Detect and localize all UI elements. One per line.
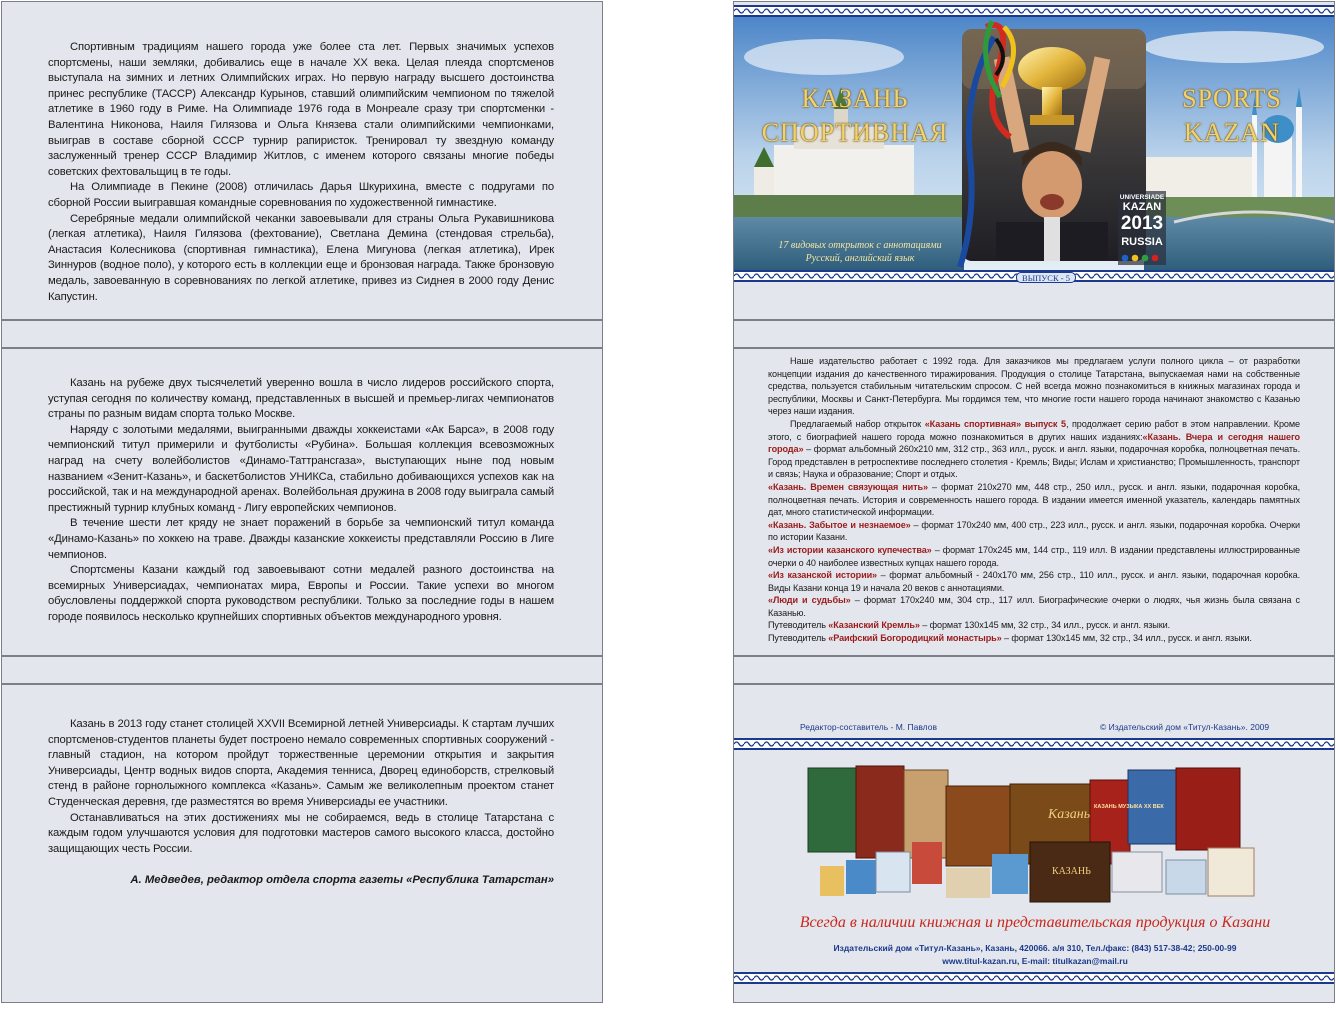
paragraph: Останавливаться на этих достижениях мы не собираемся, ведь в столице Татарстана с каждым годом улучшаются условия для подготовки мастеров самого высокого класса, достойно защищающих честь России. xyxy=(48,811,554,855)
guide-entry: Путеводитель «Казанский Кремль» – формат 130х145 мм, 32 стр., 34 илл., русск. и англ. языки. xyxy=(768,620,1171,631)
uni-top-label: UNIVERSIADE xyxy=(1119,194,1165,201)
book-entry: «Казань. Времен связующая нить» – формат 210х270 мм, 448 стр., 250 илл., русск. и англ. языки, подарочная коробка, полноцветная печать. История и современность нашего города. В издании имеется именной указатель, календарь памятных дат, много статистической информации. xyxy=(768,481,1300,518)
guide-entry: Путеводитель «Раифский Богородицкий монастырь» – формат 130х145 мм, 32 стр., 34 илл., русск. и англ. языки. xyxy=(768,633,1252,644)
publisher-address: Издательский дом «Титул-Казань», Казань, 420066. а/я 310, Тел./факс: (843) 517-38-42; 250-00-99 xyxy=(833,943,1237,953)
postcard xyxy=(1112,852,1162,892)
postcard xyxy=(820,866,844,896)
postcard xyxy=(876,852,910,892)
publisher-text xyxy=(768,355,1300,645)
postcard xyxy=(992,854,1028,894)
book-cover xyxy=(856,766,904,858)
paragraph: Серебряные медали олимпийской чеканки завоевывали для страны Ольга Рукавишникова (легкая атлетика), Наиля Гилязова (фехтование), Светлана Демина (стендовая стрельба), Анастасия Колесникова (спортивная гимнастика), Елена Мигунова (легкая атлетика), Ирек Зиннуров (водное поло), у которого есть в коллекции еще и бронзовая награда. Также бронзовую медаль, завоеванную в соревнованиях по легкой атлетике, привез из Сиднея в 2000 году Денис Капустин. xyxy=(48,212,554,303)
book-title: Казань xyxy=(1048,807,1091,822)
left-panel-gap-2 xyxy=(1,656,603,684)
book-entry: «Из казанской истории» – формат альбомный - 240х170 мм, 256 стр., 110 илл., русск. и англ. языки, подарочная коробка. Виды Казани конца 19 и начала 20 веков с аннотациями. xyxy=(768,570,1300,593)
postcard xyxy=(1208,848,1254,896)
paragraph: Спортивным традициям нашего города уже более ста лет. Первых значимых успехов спортсмены, наши земляки, добивались еще в начале XX века. Целая плеяда спортсменов выступала на зимних и летних Олимпийских играх. Но первую награду высшего достоинства принес республике (ТАССР) Александр Курынов, ставший олимпийским чемпионом по тяжелой атлетике в 1960 году в Риме. На Олимпиаде 1976 года в Монреале сразу три спортсменки - Валентина Никонова, Наиля Гилязова и Ольга Князева стали олимпийскими чемпионками, выиграв в составе сборной СССР турнир рапиристок. Тренировал ту звездную команду заслуженный тренер СССР Владимир Житлов, с именем которого связаны многие победы советских фехтовальщиц в те годы. xyxy=(48,41,554,178)
cover-subtitle-2: Русский, английский язык xyxy=(805,253,915,264)
book-title: КАЗАНЬ МУЗЫКА XX ВЕК xyxy=(1094,804,1164,810)
book-cover xyxy=(1176,768,1240,850)
left-panel-gap-1 xyxy=(1,320,603,348)
cover-title-ru-1: КАЗАНЬ xyxy=(801,84,909,113)
ornament-strip xyxy=(734,972,1334,984)
books-collage xyxy=(800,756,1270,914)
paragraph: Казань на рубеже двух тысячелетий уверенно вошла в число лидеров российского спорта, уступая сегодня по количеству команд, представленных в высшей и премьер-лигах чемпионатов страны по разным видам спорта только Москве. xyxy=(48,377,554,421)
cover-subtitle-1: 17 видовых открыток с аннотациями xyxy=(778,240,942,251)
postcard xyxy=(1166,860,1206,894)
cover-title-ru-2: СПОРТИВНАЯ xyxy=(761,118,949,147)
publisher-intro: Наше издательство работает с 1992 года. Для заказчиков мы предлагаем услуги полного цикла – от разработки концепции издания до качественного тиражирования. Продукция о столице Татарстана, выпускаемая нами на собственные средства, пользуется стабильным читательским спросом. С ней всегда можно познакомиться в книжных магазинах города и республики, Москвы и Санкт-Петербурга. Мы гордимся тем, что многие гости нашего города начинают знакомство с Казанью через наши издания. xyxy=(768,356,1300,417)
author-signature: А. Медведев, редактор отдела спорта газеты «Республика Татарстан» xyxy=(130,874,554,886)
postcard xyxy=(846,860,876,894)
issue-badge: ВЫПУСК - 5 xyxy=(1016,272,1076,283)
paragraph: Казань в 2013 году станет столицей XXVII Всемирной летней Универсиады. К стартам лучших спортсменов-студентов планеты будет построено немало современных спортивных сооружений - главный стадион, на котором пройдут торжественные церемонии открытия и закрытия Универсиады, Центр водных видов спорта, Академия тенниса, Дворец единоборств, стрелковый стенд в районе горнолыжного комплекса «Казань». Самым же великолепным проектом станет Студенческая деревня, где разместятся во время Универсиады ее участники. xyxy=(48,718,554,808)
paragraph: Наряду с золотыми медалями, выигранными дважды хоккеистами «Ак Барса», в 2008 году чемпионский титул примерили и футболисты «Рубина». Большая коллекция всевозможных наград на счету волейболистов «Динамо-Таттрансгаза», выступающих ныне под новым названием «Зенит-Казань», и баскетболистов УНИКСа, стабильно добивающихся успехов как на российской, так и на международной аренах. Волейбольная дружина в 2008 году выиграла самый престижный турнир клубных команд - Лигу европейских чемпионов. xyxy=(48,423,554,514)
history-text xyxy=(48,40,554,305)
cover-title-en-1: SPORTS xyxy=(1182,84,1282,113)
uni-year-label: 2013 xyxy=(1120,213,1164,234)
right-panel-gap-2 xyxy=(733,656,1335,684)
book-entry: «Из истории казанского купечества» – формат 170х245 мм, 144 стр., 119 илл. В издании представлены иллюстрированные очерки о 40 наиболее известных купцах нашего города. xyxy=(768,544,1300,568)
uni-country-label: RUSSIA xyxy=(1121,236,1163,248)
postcard xyxy=(912,842,942,884)
cover-title-en-2: KAZAN xyxy=(1184,118,1280,147)
publisher-web: www.titul-kazan.ru, E-mail: titulkazan@mail.ru xyxy=(942,956,1128,966)
paragraph: Спортсмены Казани каждый год завоевывают сотни медалей разного достоинства на всемирных Универсиадах, чемпионатах мира, Европы и России. Такие успехи во многом обусловлены поддержкой спорта руководством республики. Только за последние годы в нашем городе появилось несколько крупнейших спортивных объектов международного уровня. xyxy=(48,564,554,623)
copyright: © Издательский дом «Титул-Казань». 2009 xyxy=(1100,722,1270,732)
ornament-strip xyxy=(734,738,1334,750)
editor-credit: Редактор-составитель - М. Павлов xyxy=(800,722,937,732)
slogan: Всегда в наличии книжная и представительская продукция о Казани xyxy=(799,914,1271,931)
universiade-text xyxy=(48,717,554,857)
book-cover xyxy=(808,768,858,852)
book-entry: «Казань. Забытое и незнаемое» – формат 170х240 мм, 400 стр., 223 илл., русск. и англ. языки, подарочная коробка. Очерки по истории Казани. xyxy=(768,519,1300,543)
paragraph: В течение шести лет кряду не знает поражений в борьбе за чемпионский титул команда «Динамо-Казань» по хоккею на траве. Дважды казанские хоккеисты представляли Россию в Лиге чемпионов. xyxy=(48,517,554,561)
book-title: КАЗАНЬ xyxy=(1052,866,1091,877)
publisher-series: Предлагаемый набор открыток «Казань спортивная» выпуск 5, продолжает серию работ в этом направлении. Кроме этого, с биографией нашего города можно познакомиться в других наших изданиях:«Казань. Вчера и сегодня нашего города» – формат альбомный 260х210 мм, 312 стр., 363 илл., русск. и англ. языки, подарочная коробка, полноцветная печать. Город представлен в ретроспективе последнего столетия - Кремль; Виды; Ислам и христианство; Промышленность, транспорт и связь; Наука и образование; Спорт и отдых. xyxy=(768,418,1300,480)
right-panel-gap-1 xyxy=(733,320,1335,348)
postcard xyxy=(946,868,990,898)
uni-city-label: KAZAN xyxy=(1122,201,1162,213)
paragraph: На Олимпиаде в Пекине (2008) отличилась Дарья Шкурихина, вместе с подругами по сборной России выигравшая командные соревнования по художественной гимнастике. xyxy=(48,181,554,209)
ornament-strip xyxy=(734,5,1334,17)
book-entry: «Люди и судьбы» – формат 170х240 мм, 304 стр., 117 илл. Биографические очерки о людях, чья жизнь была связана с Казанью. xyxy=(768,595,1300,618)
clubs-text xyxy=(48,376,554,626)
